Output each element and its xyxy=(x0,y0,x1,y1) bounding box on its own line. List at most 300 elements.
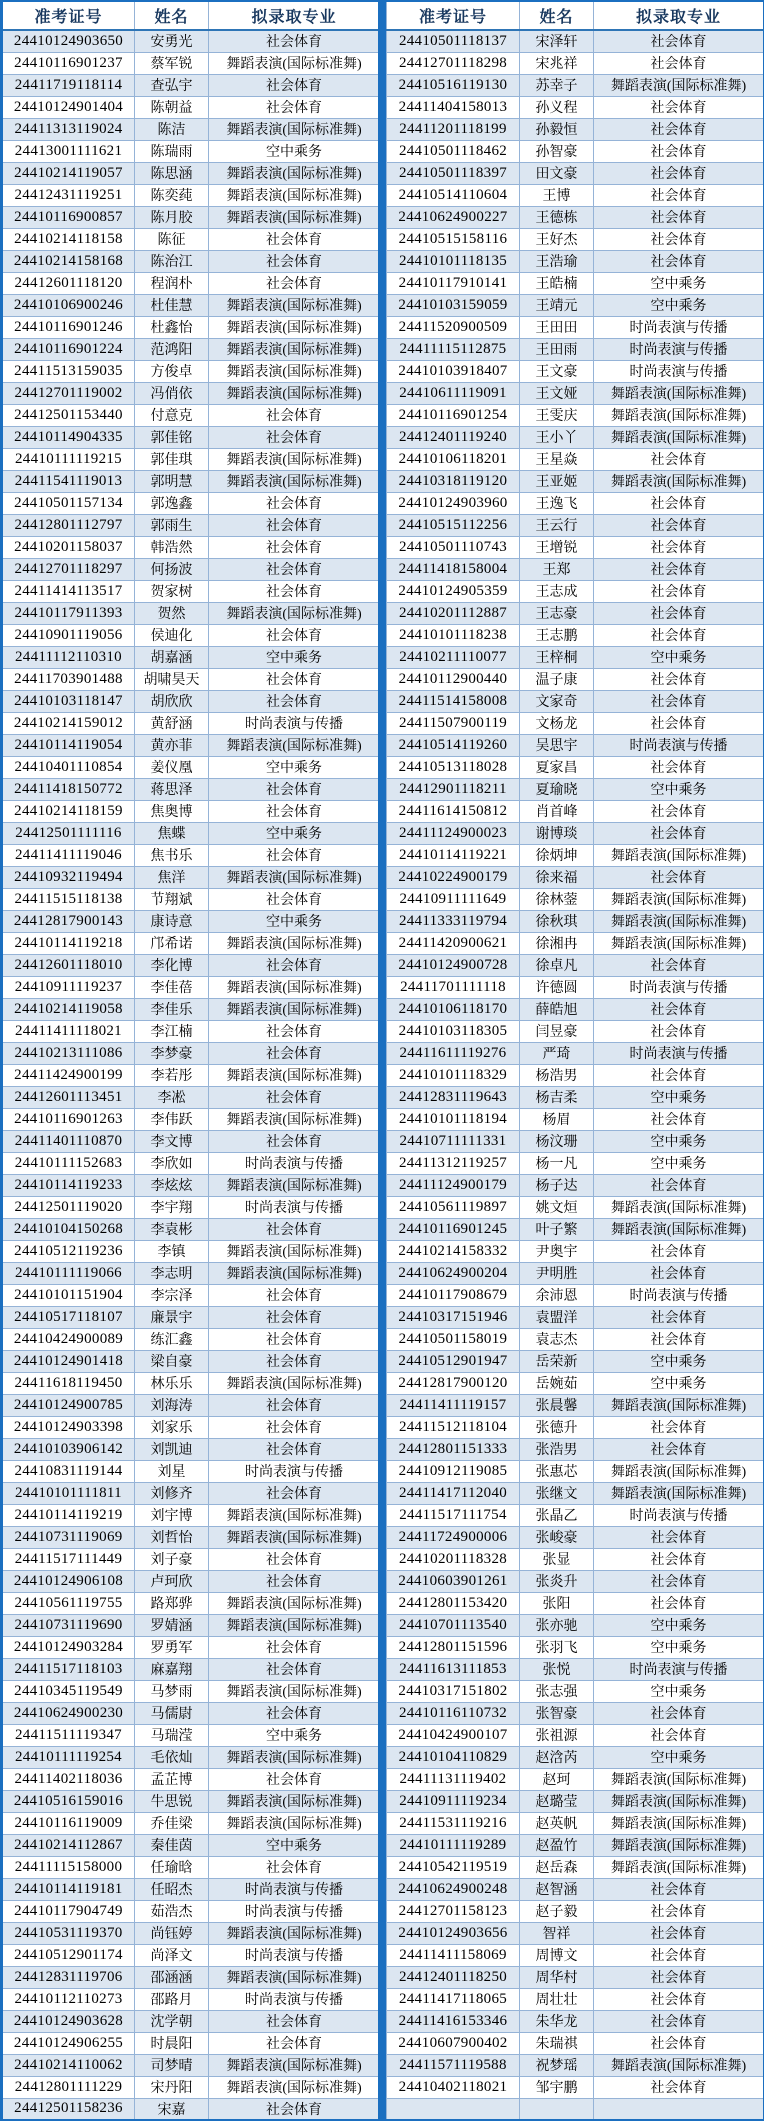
major-cell: 社会体育 xyxy=(209,1350,380,1372)
major-cell: 舞蹈表演(国际标准舞) xyxy=(209,1812,380,1834)
table-row xyxy=(2,1966,380,1988)
exam-number-cell: 24410515112256 xyxy=(387,514,520,536)
exam-number-cell: 24410114119219 xyxy=(2,1504,135,1526)
name-cell: 张志强 xyxy=(520,1680,594,1702)
exam-number-cell: 24412601118010 xyxy=(2,954,135,976)
table-row xyxy=(387,1262,764,1284)
major-cell: 舞蹈表演(国际标准舞) xyxy=(209,602,380,624)
name-cell: 范鸿阳 xyxy=(135,338,209,360)
major-cell: 社会体育 xyxy=(209,1394,380,1416)
table-row xyxy=(387,1108,764,1130)
table-row xyxy=(387,558,764,580)
name-cell: 焦洋 xyxy=(135,866,209,888)
table-row xyxy=(387,624,764,646)
exam-number-cell: 24410501118462 xyxy=(387,140,520,162)
name-cell: 郭逸鑫 xyxy=(135,492,209,514)
table-row xyxy=(387,1592,764,1614)
major-cell: 社会体育 xyxy=(594,1922,764,1944)
exam-number-cell: 24411611119276 xyxy=(387,1042,520,1064)
exam-number-cell: 24410731119690 xyxy=(2,1614,135,1636)
exam-number-cell: 24410731119069 xyxy=(2,1526,135,1548)
name-cell: 姜仪凰 xyxy=(135,756,209,778)
name-cell: 刘宇博 xyxy=(135,1504,209,1526)
exam-number-cell: 24411719118114 xyxy=(2,74,135,96)
exam-number-cell: 24410101118135 xyxy=(387,250,520,272)
name-cell: 邹宇鹏 xyxy=(520,2076,594,2098)
exam-number-cell: 24411514158008 xyxy=(387,690,520,712)
table-row xyxy=(2,470,380,492)
major-cell: 社会体育 xyxy=(594,118,764,140)
table-row xyxy=(387,2076,764,2098)
major-cell: 空中乘务 xyxy=(209,756,380,778)
exam-number-cell: 24410424900107 xyxy=(387,1724,520,1746)
table-row xyxy=(2,1922,380,1944)
exam-number-cell: 24412501111116 xyxy=(2,822,135,844)
name-cell: 张晨馨 xyxy=(520,1394,594,1416)
exam-number-cell: 24410124903960 xyxy=(387,492,520,514)
table-row xyxy=(2,1658,380,1680)
exam-number-cell: 24410214110062 xyxy=(2,2054,135,2076)
table-row xyxy=(2,1482,380,1504)
major-cell: 空中乘务 xyxy=(594,646,764,668)
exam-number-cell: 24410932119494 xyxy=(2,866,135,888)
name-cell: 徐秋琪 xyxy=(520,910,594,932)
table-row xyxy=(387,888,764,910)
table-row xyxy=(2,294,380,316)
exam-number-cell: 24411312119257 xyxy=(387,1152,520,1174)
major-cell: 社会体育 xyxy=(209,1768,380,1790)
name-cell: 廉景宇 xyxy=(135,1306,209,1328)
major-cell: 社会体育 xyxy=(209,558,380,580)
exam-number-cell: 24411404158013 xyxy=(387,96,520,118)
column-header-name: 姓名 xyxy=(135,1,209,30)
exam-number-cell: 24410607900402 xyxy=(387,2032,520,2054)
name-cell: 李宇翔 xyxy=(135,1196,209,1218)
name-cell: 袁志杰 xyxy=(520,1328,594,1350)
exam-number-cell: 24410514119260 xyxy=(387,734,520,756)
name-cell: 梁自豪 xyxy=(135,1350,209,1372)
table-row xyxy=(2,1086,380,1108)
major-cell: 舞蹈表演(国际标准舞) xyxy=(209,382,380,404)
exam-number-cell: 24410124903284 xyxy=(2,1636,135,1658)
major-cell: 舞蹈表演(国际标准舞) xyxy=(209,1372,380,1394)
name-cell: 田文豪 xyxy=(520,162,594,184)
name-cell: 张继文 xyxy=(520,1482,594,1504)
name-cell: 康诗意 xyxy=(135,910,209,932)
name-cell: 王亚姬 xyxy=(520,470,594,492)
table-row xyxy=(387,844,764,866)
table-row xyxy=(2,1878,380,1900)
table-row xyxy=(2,96,380,118)
table-row xyxy=(387,1988,764,2010)
major-cell: 社会体育 xyxy=(209,1658,380,1680)
exam-number-cell: 24411313119024 xyxy=(2,118,135,140)
table-row xyxy=(387,448,764,470)
name-cell: 李佳乐 xyxy=(135,998,209,1020)
name-cell: 罗婧涵 xyxy=(135,1614,209,1636)
major-cell: 舞蹈表演(国际标准舞) xyxy=(209,316,380,338)
exam-number-cell: 24410911111649 xyxy=(387,888,520,910)
exam-number-cell: 24410112900440 xyxy=(387,668,520,690)
name-cell: 贺家树 xyxy=(135,580,209,602)
table-row xyxy=(387,1768,764,1790)
name-cell: 马瑞滢 xyxy=(135,1724,209,1746)
exam-number-cell: 24411411119157 xyxy=(387,1394,520,1416)
name-cell: 杨一凡 xyxy=(520,1152,594,1174)
table-row xyxy=(2,866,380,888)
name-cell: 智祥 xyxy=(520,1922,594,1944)
table-row xyxy=(387,1680,764,1702)
name-cell: 贺然 xyxy=(135,602,209,624)
exam-number-cell: 24411417118065 xyxy=(387,1988,520,2010)
exam-number-cell: 24410317151946 xyxy=(387,1306,520,1328)
table-row xyxy=(2,624,380,646)
name-cell: 夏家昌 xyxy=(520,756,594,778)
major-cell: 舞蹈表演(国际标准舞) xyxy=(594,1218,764,1240)
exam-number-cell: 24412701118298 xyxy=(387,52,520,74)
table-row xyxy=(387,580,764,602)
name-cell: 李若彤 xyxy=(135,1064,209,1086)
table-row xyxy=(387,932,764,954)
exam-number-cell: 24410501118137 xyxy=(387,30,520,52)
major-cell xyxy=(594,2098,764,2120)
name-cell: 乔佳梁 xyxy=(135,1812,209,1834)
table-row xyxy=(387,514,764,536)
name-cell: 邵涵涵 xyxy=(135,1966,209,1988)
table-row xyxy=(2,250,380,272)
table-row xyxy=(387,668,764,690)
exam-number-cell: 24412901118211 xyxy=(387,778,520,800)
name-cell: 茹浩杰 xyxy=(135,1900,209,1922)
exam-number-cell: 24411420900621 xyxy=(387,932,520,954)
exam-number-cell: 24410912119085 xyxy=(387,1460,520,1482)
major-cell: 社会体育 xyxy=(594,2032,764,2054)
name-cell: 王好杰 xyxy=(520,228,594,250)
major-cell: 舞蹈表演(国际标准舞) xyxy=(209,734,380,756)
table-row xyxy=(2,1130,380,1152)
name-cell: 时晨阳 xyxy=(135,2032,209,2054)
major-cell: 舞蹈表演(国际标准舞) xyxy=(594,910,764,932)
major-cell: 社会体育 xyxy=(209,2010,380,2032)
exam-number-cell: 24410624900230 xyxy=(2,1702,135,1724)
exam-number-cell: 24410901119056 xyxy=(2,624,135,646)
table-row xyxy=(387,602,764,624)
major-cell: 舞蹈表演(国际标准舞) xyxy=(209,1790,380,1812)
major-cell: 空中乘务 xyxy=(209,1724,380,1746)
exam-number-cell: 24411333119794 xyxy=(387,910,520,932)
table-row xyxy=(2,976,380,998)
name-cell: 赵岳森 xyxy=(520,1856,594,1878)
major-cell: 舞蹈表演(国际标准舞) xyxy=(594,1790,764,1812)
table-row xyxy=(387,1856,764,1878)
exam-number-cell: 24411402118036 xyxy=(2,1768,135,1790)
exam-number-cell: 24411614150812 xyxy=(387,800,520,822)
exam-number-cell: 24410124901418 xyxy=(2,1350,135,1372)
name-cell: 张羽飞 xyxy=(520,1636,594,1658)
table-row xyxy=(2,1438,380,1460)
table-row xyxy=(387,734,764,756)
major-cell: 时尚表演与传播 xyxy=(209,1988,380,2010)
column-header-name: 姓名 xyxy=(520,1,594,30)
major-cell: 社会体育 xyxy=(209,30,380,52)
major-cell: 舞蹈表演(国际标准舞) xyxy=(209,1746,380,1768)
exam-number-cell: 24411613111853 xyxy=(387,1658,520,1680)
table-row xyxy=(387,1526,764,1548)
table-row xyxy=(2,74,380,96)
table-row xyxy=(387,1834,764,1856)
name-cell: 蔡军锐 xyxy=(135,52,209,74)
major-cell: 舞蹈表演(国际标准舞) xyxy=(594,1482,764,1504)
table-row xyxy=(387,536,764,558)
exam-number-cell: 24411517111449 xyxy=(2,1548,135,1570)
exam-number-cell: 24410501157134 xyxy=(2,492,135,514)
table-row xyxy=(387,1350,764,1372)
table-row xyxy=(387,492,764,514)
name-cell: 黄舒涵 xyxy=(135,712,209,734)
name-cell: 罗勇军 xyxy=(135,1636,209,1658)
name-cell xyxy=(520,2098,594,2120)
exam-number-cell: 24410711111331 xyxy=(387,1130,520,1152)
major-cell: 时尚表演与传播 xyxy=(594,1504,764,1526)
table-row xyxy=(2,1790,380,1812)
name-cell: 李化博 xyxy=(135,954,209,976)
name-cell: 徐卓凡 xyxy=(520,954,594,976)
name-cell: 张显 xyxy=(520,1548,594,1570)
exam-number-cell: 24412431119251 xyxy=(2,184,135,206)
exam-number-cell: 24410345119549 xyxy=(2,1680,135,1702)
major-cell: 社会体育 xyxy=(209,96,380,118)
table-row xyxy=(387,1064,764,1086)
exam-number-cell: 24410106900246 xyxy=(2,294,135,316)
table-row xyxy=(387,1482,764,1504)
major-cell: 舞蹈表演(国际标准舞) xyxy=(209,118,380,140)
name-cell: 王田雨 xyxy=(520,338,594,360)
major-cell: 社会体育 xyxy=(594,1878,764,1900)
table-row xyxy=(387,1372,764,1394)
major-cell: 社会体育 xyxy=(594,184,764,206)
major-cell: 空中乘务 xyxy=(594,778,764,800)
major-cell: 社会体育 xyxy=(209,492,380,514)
table-row xyxy=(387,1306,764,1328)
exam-number-cell: 24410561119897 xyxy=(387,1196,520,1218)
major-cell: 社会体育 xyxy=(209,954,380,976)
name-cell: 李伟跃 xyxy=(135,1108,209,1130)
name-cell: 杜佳慧 xyxy=(135,294,209,316)
name-cell: 王逸飞 xyxy=(520,492,594,514)
major-cell: 舞蹈表演(国际标准舞) xyxy=(209,1504,380,1526)
exam-number-cell: 24410117911393 xyxy=(2,602,135,624)
admission-table-right xyxy=(386,0,764,2121)
table-row xyxy=(387,338,764,360)
major-cell: 空中乘务 xyxy=(209,1834,380,1856)
major-cell: 舞蹈表演(国际标准舞) xyxy=(209,52,380,74)
major-cell: 社会体育 xyxy=(209,800,380,822)
name-cell: 郭雨生 xyxy=(135,514,209,536)
exam-number-cell: 24412401119240 xyxy=(387,426,520,448)
major-cell: 舞蹈表演(国际标准舞) xyxy=(209,1614,380,1636)
major-cell: 舞蹈表演(国际标准舞) xyxy=(594,1812,764,1834)
name-cell: 孙义程 xyxy=(520,96,594,118)
name-cell: 杨浩男 xyxy=(520,1064,594,1086)
table-row xyxy=(387,866,764,888)
exam-number-cell: 24411414113517 xyxy=(2,580,135,602)
table-header xyxy=(387,1,764,30)
name-cell: 王云行 xyxy=(520,514,594,536)
name-cell: 谢博琰 xyxy=(520,822,594,844)
exam-number-cell: 24410124903650 xyxy=(2,30,135,52)
major-cell: 社会体育 xyxy=(209,1218,380,1240)
name-cell: 陈洁 xyxy=(135,118,209,140)
major-cell: 社会体育 xyxy=(209,1570,380,1592)
table-row xyxy=(2,1394,380,1416)
exam-number-cell: 24410501158019 xyxy=(387,1328,520,1350)
name-cell: 宋丹阳 xyxy=(135,2076,209,2098)
exam-number-cell: 24411424900199 xyxy=(2,1064,135,1086)
name-cell: 孙毅恒 xyxy=(520,118,594,140)
exam-number-cell: 24410116901263 xyxy=(2,1108,135,1130)
table-row xyxy=(387,1702,764,1724)
table-row xyxy=(2,2010,380,2032)
table-row xyxy=(2,932,380,954)
table-row xyxy=(387,140,764,162)
name-cell: 李袁彬 xyxy=(135,1218,209,1240)
name-cell: 方俊卓 xyxy=(135,360,209,382)
name-cell: 赵浛芮 xyxy=(520,1746,594,1768)
table-row xyxy=(2,1636,380,1658)
name-cell: 郭佳铭 xyxy=(135,426,209,448)
table-row xyxy=(387,1812,764,1834)
table-row xyxy=(387,382,764,404)
table-row xyxy=(387,250,764,272)
table-row xyxy=(387,1020,764,1042)
major-cell: 社会体育 xyxy=(209,1548,380,1570)
major-cell: 社会体育 xyxy=(209,1702,380,1724)
exam-number-cell: 24410116901254 xyxy=(387,404,520,426)
table-row xyxy=(387,360,764,382)
name-cell: 王雯庆 xyxy=(520,404,594,426)
name-cell: 邵路月 xyxy=(135,1988,209,2010)
major-cell: 空中乘务 xyxy=(594,1152,764,1174)
exam-number-cell: 24410624900204 xyxy=(387,1262,520,1284)
exam-number-cell: 24410124900728 xyxy=(387,954,520,976)
major-cell: 社会体育 xyxy=(594,1328,764,1350)
major-cell: 时尚表演与传播 xyxy=(594,1658,764,1680)
major-cell: 社会体育 xyxy=(209,272,380,294)
exam-number-cell: 24410114119181 xyxy=(2,1878,135,1900)
major-cell: 社会体育 xyxy=(594,1174,764,1196)
name-cell: 李梦豪 xyxy=(135,1042,209,1064)
major-cell: 社会体育 xyxy=(594,1108,764,1130)
name-cell: 黄亦菲 xyxy=(135,734,209,756)
exam-number-cell: 24412831119643 xyxy=(387,1086,520,1108)
table-row xyxy=(2,1680,380,1702)
major-cell: 时尚表演与传播 xyxy=(594,1284,764,1306)
major-cell: 社会体育 xyxy=(209,1306,380,1328)
exam-number-cell: 24412601113451 xyxy=(2,1086,135,1108)
major-cell: 社会体育 xyxy=(209,1328,380,1350)
exam-number-cell: 24411411158069 xyxy=(387,1944,520,1966)
major-cell: 舞蹈表演(国际标准舞) xyxy=(209,294,380,316)
major-cell: 社会体育 xyxy=(209,668,380,690)
major-cell: 社会体育 xyxy=(594,96,764,118)
major-cell: 空中乘务 xyxy=(209,140,380,162)
name-cell: 李镇 xyxy=(135,1240,209,1262)
name-cell: 文杨龙 xyxy=(520,712,594,734)
exam-number-cell: 24410124903656 xyxy=(387,1922,520,1944)
name-cell: 付意克 xyxy=(135,404,209,426)
table-body-right xyxy=(387,30,764,2120)
major-cell: 舞蹈表演(国际标准舞) xyxy=(209,1262,380,1284)
major-cell: 舞蹈表演(国际标准舞) xyxy=(594,932,764,954)
name-cell: 陈瑞雨 xyxy=(135,140,209,162)
exam-number-cell: 24410103906142 xyxy=(2,1438,135,1460)
table-row xyxy=(2,162,380,184)
name-cell: 任昭杰 xyxy=(135,1878,209,1900)
major-cell: 社会体育 xyxy=(594,998,764,1020)
major-cell: 社会体育 xyxy=(594,690,764,712)
table-row xyxy=(2,822,380,844)
name-cell: 蒋思泽 xyxy=(135,778,209,800)
table-row xyxy=(2,52,380,74)
name-cell: 张智豪 xyxy=(520,1702,594,1724)
name-cell: 张亦驰 xyxy=(520,1614,594,1636)
table-row xyxy=(2,1988,380,2010)
table-body-left xyxy=(2,30,380,2120)
table-row xyxy=(2,602,380,624)
name-cell: 刘海涛 xyxy=(135,1394,209,1416)
exam-number-cell: 24412501153440 xyxy=(2,404,135,426)
table-row xyxy=(387,2032,764,2054)
table-row xyxy=(2,1328,380,1350)
table-row xyxy=(387,272,764,294)
exam-number-cell: 24410517118107 xyxy=(2,1306,135,1328)
exam-number-cell: 24410103118147 xyxy=(2,690,135,712)
exam-number-cell: 24410111152683 xyxy=(2,1152,135,1174)
name-cell: 尚泽文 xyxy=(135,1944,209,1966)
column-header-major: 拟录取专业 xyxy=(209,1,380,30)
exam-number-cell: 24410214118159 xyxy=(2,800,135,822)
table-row xyxy=(2,1460,380,1482)
exam-number-cell xyxy=(387,2098,520,2120)
exam-number-cell: 24410116119009 xyxy=(2,1812,135,1834)
table-row xyxy=(2,1570,380,1592)
name-cell: 王小丫 xyxy=(520,426,594,448)
name-cell: 王文娅 xyxy=(520,382,594,404)
table-row xyxy=(2,1856,380,1878)
major-cell: 社会体育 xyxy=(594,1416,764,1438)
name-cell: 张浩男 xyxy=(520,1438,594,1460)
major-cell: 社会体育 xyxy=(209,404,380,426)
table-row xyxy=(387,1900,764,1922)
major-cell: 社会体育 xyxy=(594,2010,764,2032)
table-row xyxy=(387,316,764,338)
table-row xyxy=(387,1086,764,1108)
table-row xyxy=(387,1504,764,1526)
name-cell: 张峻豪 xyxy=(520,1526,594,1548)
table-row xyxy=(387,1174,764,1196)
exam-number-cell: 24410104110829 xyxy=(387,1746,520,1768)
table-row xyxy=(2,1526,380,1548)
table-row xyxy=(2,800,380,822)
major-cell: 舞蹈表演(国际标准舞) xyxy=(209,360,380,382)
major-cell: 舞蹈表演(国际标准舞) xyxy=(594,470,764,492)
major-cell: 时尚表演与传播 xyxy=(209,1460,380,1482)
exam-number-cell: 24410116900857 xyxy=(2,206,135,228)
name-cell: 杨子达 xyxy=(520,1174,594,1196)
table-row xyxy=(387,1152,764,1174)
name-cell: 刘修齐 xyxy=(135,1482,209,1504)
exam-number-cell: 24410402118021 xyxy=(387,2076,520,2098)
